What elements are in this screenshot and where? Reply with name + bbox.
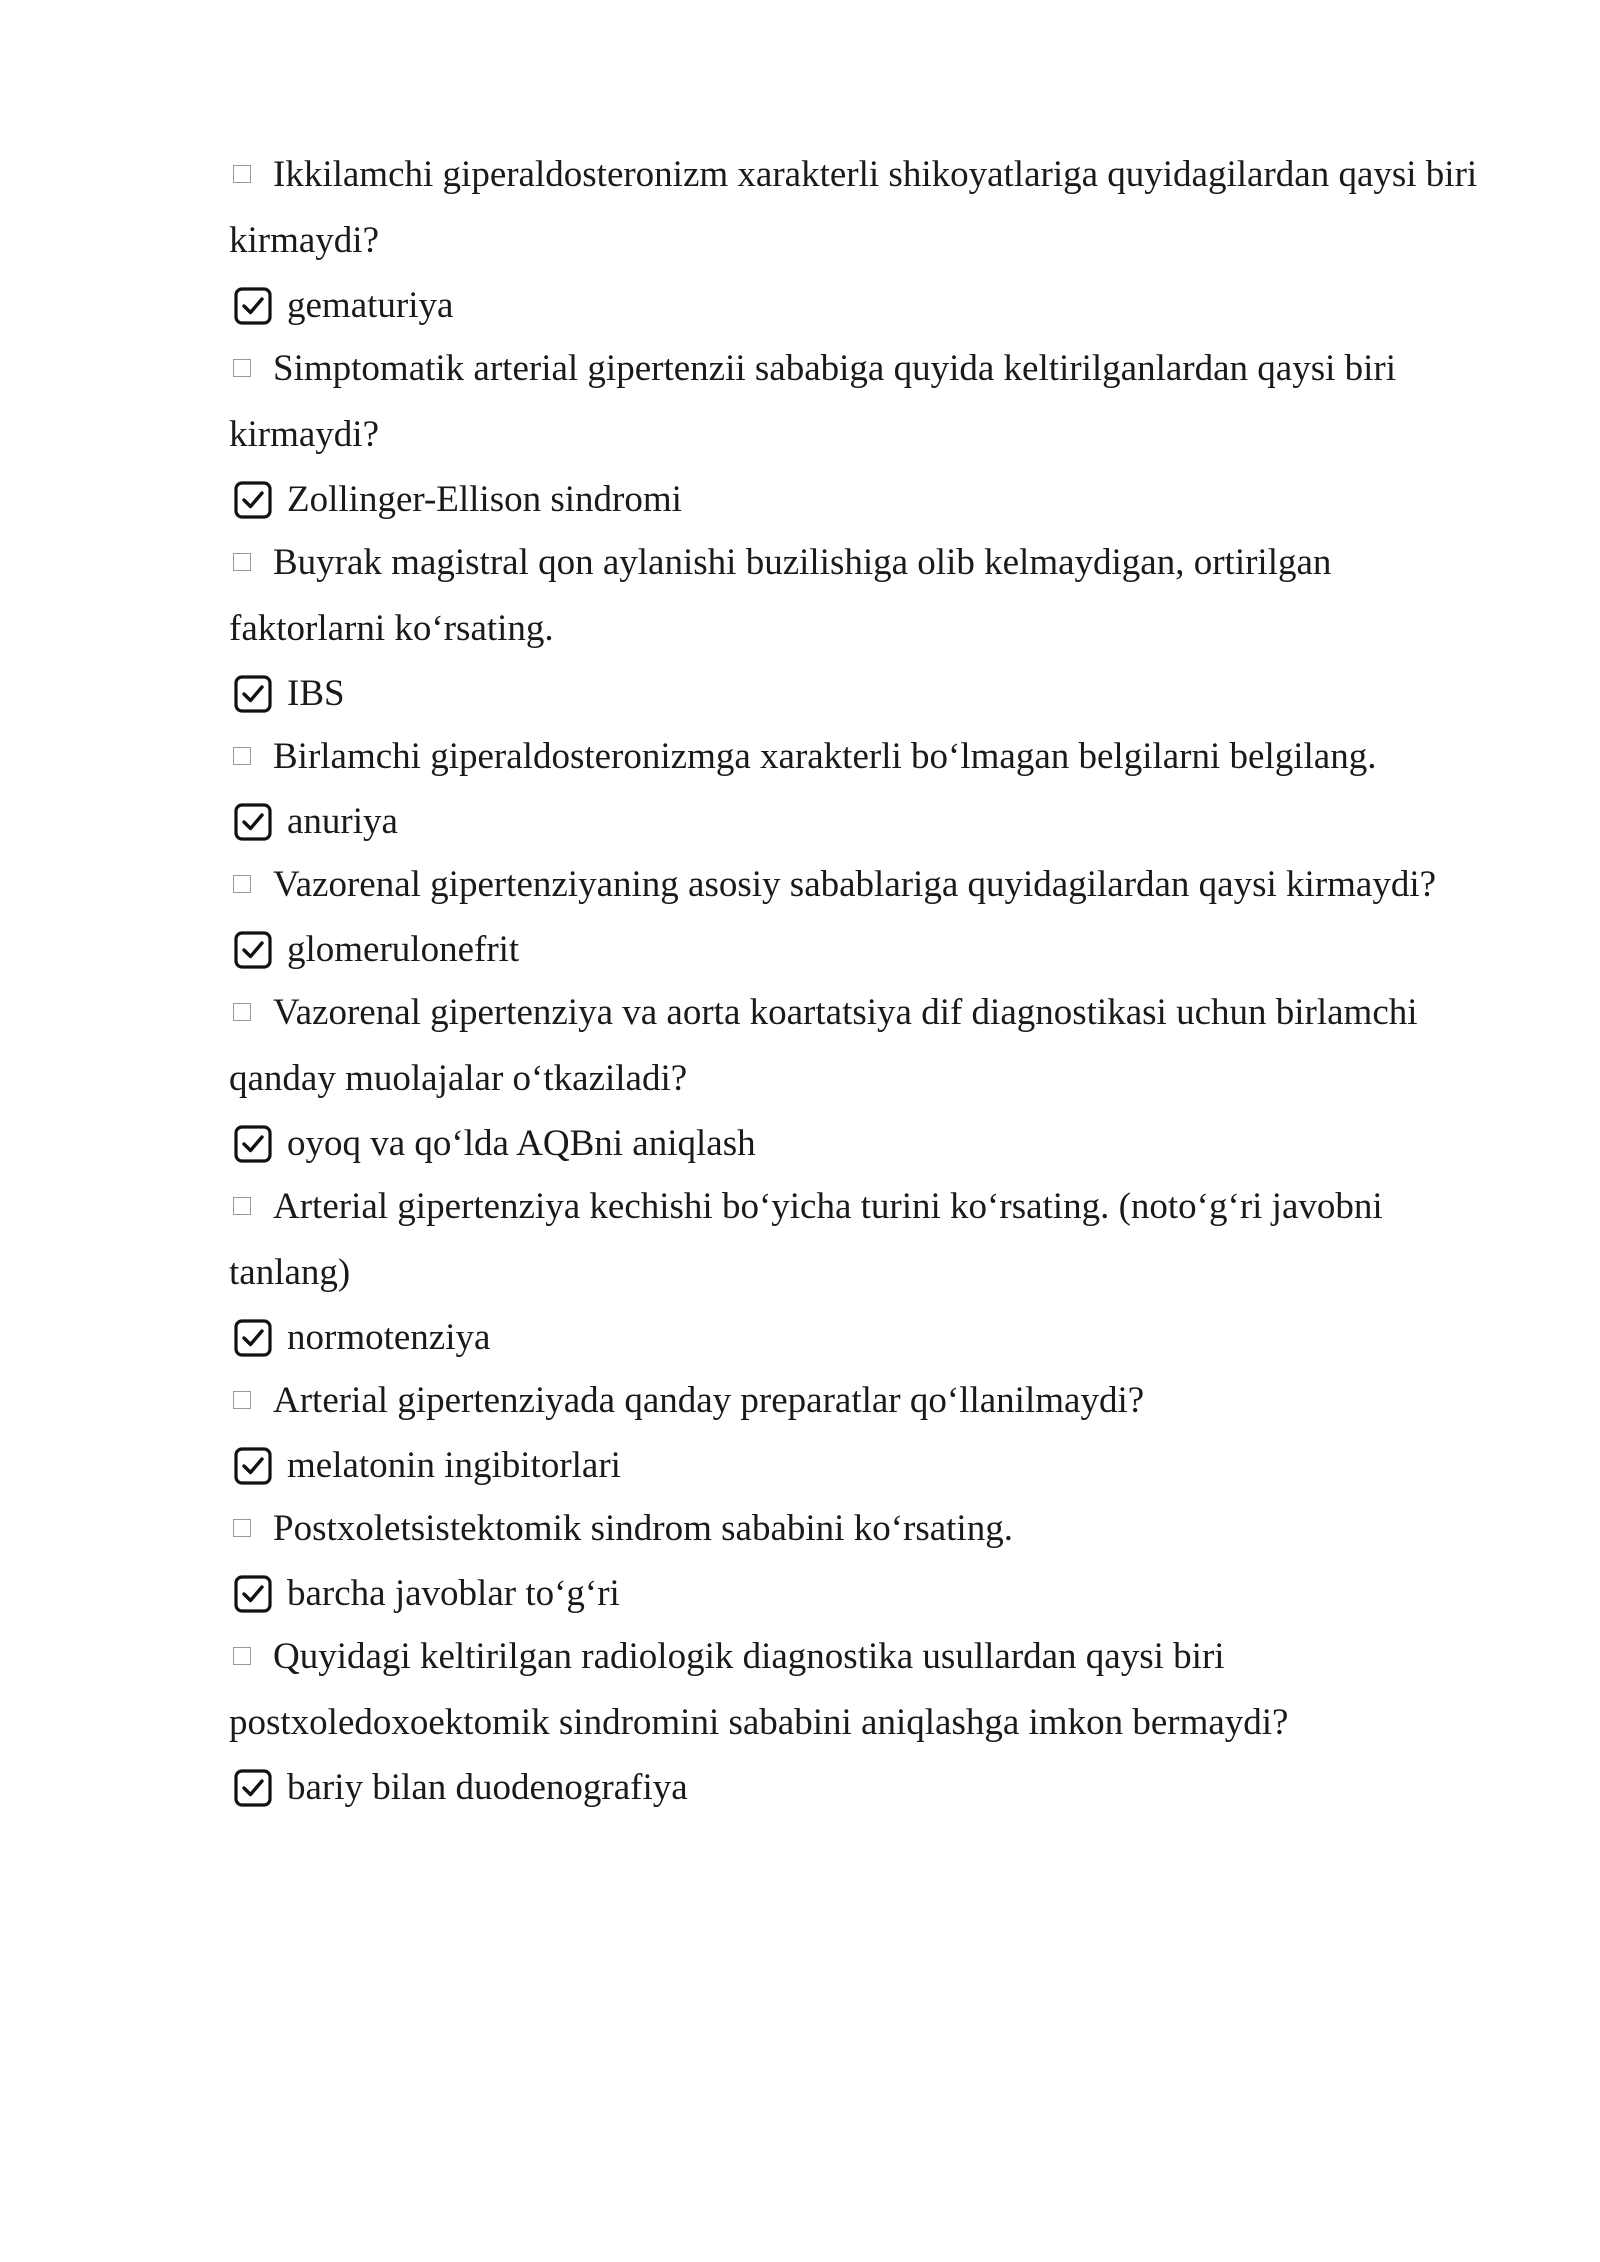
question-block — [229, 1496, 1479, 1614]
empty-checkbox-icon — [233, 1197, 251, 1215]
question-text: Vazorenal gipertenziyaning asosiy sabablariga quyidagilardan qaysi kirmaydi? — [273, 864, 1437, 905]
checked-checkbox-icon — [233, 674, 273, 714]
question-block — [229, 530, 1479, 714]
question — [229, 852, 1479, 918]
answer — [229, 674, 1479, 714]
question-block — [229, 1174, 1479, 1358]
question — [229, 980, 1479, 1112]
empty-checkbox-icon — [233, 1519, 251, 1537]
question-text: Quyidagi keltirilgan radiologik diagnostika usullardan qaysi biri postxoledoxoektomik sindromini sababini aniqlashga imkon bermaydi? — [229, 1636, 1289, 1743]
answer-text: oyoq va qo‘lda AQBni aniqlash — [287, 1123, 756, 1164]
empty-checkbox-icon — [233, 1391, 251, 1409]
answer-text: Zollinger-Ellison sindromi — [287, 479, 682, 520]
question-block — [229, 724, 1479, 842]
checked-checkbox-icon — [233, 286, 273, 326]
question — [229, 1174, 1479, 1306]
checked-checkbox-icon — [233, 480, 273, 520]
answer — [229, 930, 1479, 970]
answer — [229, 1768, 1479, 1808]
question-text: Ikkilamchi giperaldosteronizm xarakterli shikoyatlariga quyidagilardan qaysi biri kirmaydi? — [229, 154, 1478, 261]
checked-checkbox-icon — [233, 1318, 273, 1358]
question-text: Postxoletsistektomik sindrom sababini ko‘rsating. — [273, 1508, 1013, 1549]
question-text: Birlamchi giperaldosteronizmga xarakterli bo‘lmagan belgilarni belgilang. — [273, 736, 1377, 777]
answer-text: barcha javoblar to‘g‘ri — [287, 1573, 620, 1614]
answer — [229, 480, 1479, 520]
empty-checkbox-icon — [233, 1647, 251, 1665]
checked-checkbox-icon — [233, 1768, 273, 1808]
empty-checkbox-icon — [233, 1003, 251, 1021]
answer-text: bariy bilan duodenografiya — [287, 1767, 688, 1808]
checked-checkbox-icon — [233, 802, 273, 842]
question — [229, 142, 1479, 274]
empty-checkbox-icon — [233, 875, 251, 893]
question-text: Buyrak magistral qon aylanishi buzilishiga olib kelmaydigan, ortirilgan faktorlarni ko‘rsating. — [229, 542, 1332, 649]
answer-text: normotenziya — [287, 1317, 491, 1358]
checked-checkbox-icon — [233, 1446, 273, 1486]
question-block — [229, 980, 1479, 1164]
answer-text: glomerulonefrit — [287, 929, 520, 970]
question-block — [229, 852, 1479, 970]
question-block — [229, 1368, 1479, 1486]
empty-checkbox-icon — [233, 747, 251, 765]
question-block — [229, 142, 1479, 326]
answer-text: gematuriya — [287, 285, 454, 326]
question — [229, 724, 1479, 790]
checked-checkbox-icon — [233, 1574, 273, 1614]
answer — [229, 1446, 1479, 1486]
question — [229, 336, 1479, 468]
question — [229, 530, 1479, 662]
empty-checkbox-icon — [233, 165, 251, 183]
document-page — [229, 142, 1479, 1818]
empty-checkbox-icon — [233, 359, 251, 377]
question — [229, 1624, 1479, 1756]
question-text: Vazorenal gipertenziya va aorta koartatsiya dif diagnostikasi uchun birlamchi qanday muolajalar o‘tkaziladi? — [229, 992, 1418, 1099]
question — [229, 1496, 1479, 1562]
question-text: Arterial gipertenziyada qanday preparatlar qo‘llanilmaydi? — [273, 1380, 1145, 1421]
question-block — [229, 1624, 1479, 1808]
question — [229, 1368, 1479, 1434]
checked-checkbox-icon — [233, 1124, 273, 1164]
answer — [229, 802, 1479, 842]
question-block — [229, 336, 1479, 520]
answer-text: anuriya — [287, 801, 398, 842]
answer — [229, 1124, 1479, 1164]
answer — [229, 1318, 1479, 1358]
answer — [229, 1574, 1479, 1614]
answer-text: melatonin ingibitorlari — [287, 1445, 621, 1486]
answer-text: IBS — [287, 673, 345, 714]
empty-checkbox-icon — [233, 553, 251, 571]
checked-checkbox-icon — [233, 930, 273, 970]
question-text: Simptomatik arterial gipertenzii sababiga quyida keltirilganlardan qaysi biri kirmaydi? — [229, 348, 1397, 455]
answer — [229, 286, 1479, 326]
question-text: Arterial gipertenziya kechishi bo‘yicha turini ko‘rsating. (noto‘g‘ri javobni tanlang) — [229, 1186, 1383, 1293]
